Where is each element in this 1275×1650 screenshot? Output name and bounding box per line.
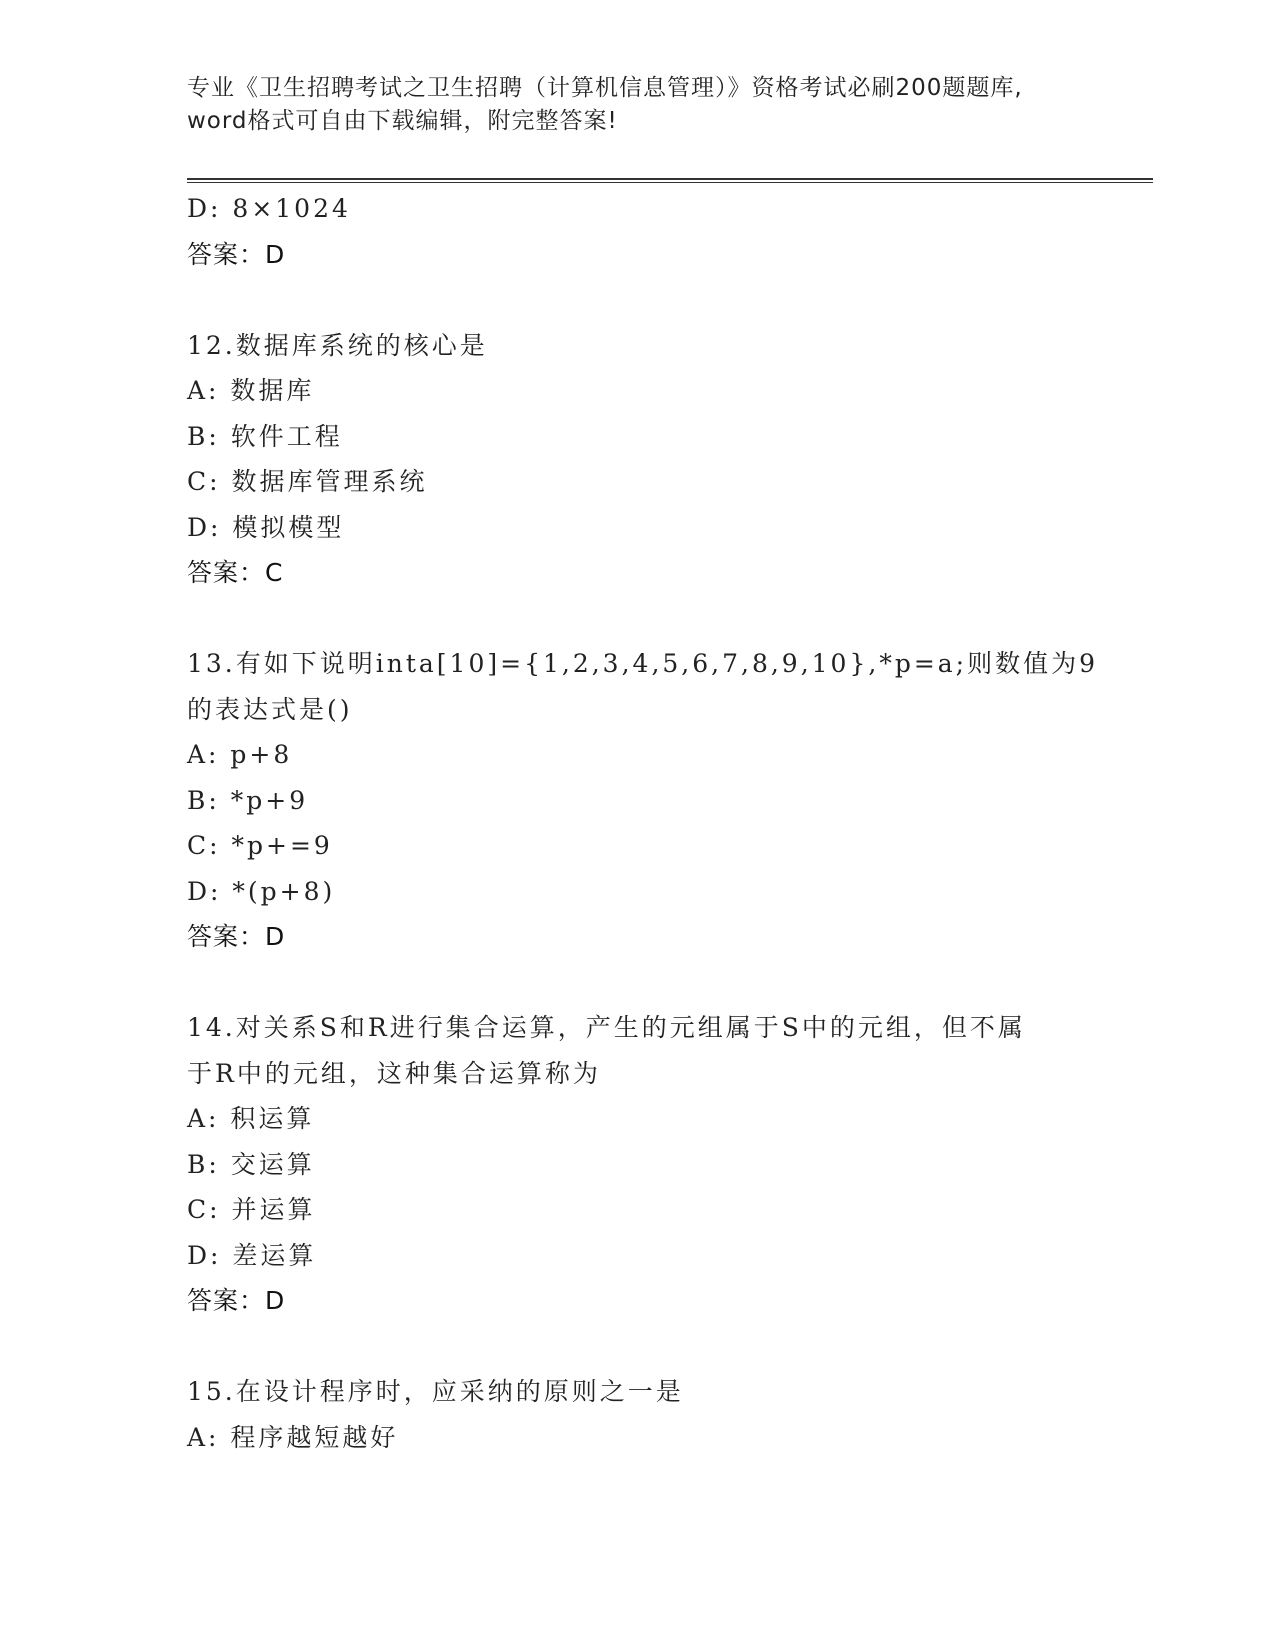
spacer — [187, 277, 1087, 323]
option-d: D: 差运算 — [187, 1240, 317, 1270]
question-block-15 — [187, 1369, 1087, 1460]
document-header — [187, 72, 1087, 138]
question-block-12 — [187, 323, 1087, 596]
question-block-13 — [187, 641, 1098, 960]
spacer — [187, 960, 1087, 1006]
question-stem-line-2: 的表达式是() — [187, 694, 353, 724]
question-stem: 15.在设计程序时，应采纳的原则之一是 — [187, 1377, 684, 1406]
question-stem: 12.数据库系统的核心是 — [187, 330, 488, 360]
header-divider — [187, 178, 1153, 183]
option-d: D: 8×1024 — [187, 194, 351, 223]
option-b: B: 交运算 — [187, 1149, 315, 1179]
option-c: C: 并运算 — [187, 1195, 316, 1224]
question-block-prev — [187, 186, 1087, 277]
option-d: D: *(p+8) — [187, 876, 336, 906]
option-a: A: 数据库 — [187, 376, 315, 405]
header-title-line-2: word格式可自由下载编辑，附完整答案! — [187, 108, 618, 134]
option-a: A: 程序越短越好 — [187, 1422, 399, 1452]
spacer — [187, 1324, 1087, 1370]
question-block-14 — [187, 1005, 1087, 1324]
option-b: B: *p+9 — [187, 785, 309, 815]
option-a: A: p+8 — [187, 740, 293, 769]
question-stem-line-2: 于R中的元组，这种集合运算称为 — [187, 1058, 601, 1088]
answer-line: 答案：D — [187, 1286, 286, 1315]
answer-line: 答案：C — [187, 558, 284, 587]
header-title-line-1: 专业《卫生招聘考试之卫生招聘（计算机信息管理）》资格考试必刷200题题库, — [187, 75, 1023, 101]
option-a: A: 积运算 — [187, 1104, 315, 1133]
option-c: C: 数据库管理系统 — [187, 467, 428, 496]
question-stem-line-1: 13.有如下说明inta[10]={1,2,3,4,5,6,7,8,9,10},*p=a;则数值为9 — [187, 649, 1098, 678]
question-stem-line-1: 14.对关系S和R进行集合运算，产生的元组属于S中的元组，但不属 — [187, 1013, 1026, 1042]
question-list — [187, 186, 1098, 1460]
option-d: D: 模拟模型 — [187, 512, 345, 542]
answer-line: 答案：D — [187, 922, 286, 951]
spacer — [187, 596, 1087, 642]
option-b: B: 软件工程 — [187, 421, 343, 451]
option-c: C: *p+=9 — [187, 831, 333, 860]
answer-line: 答案：D — [187, 239, 286, 269]
